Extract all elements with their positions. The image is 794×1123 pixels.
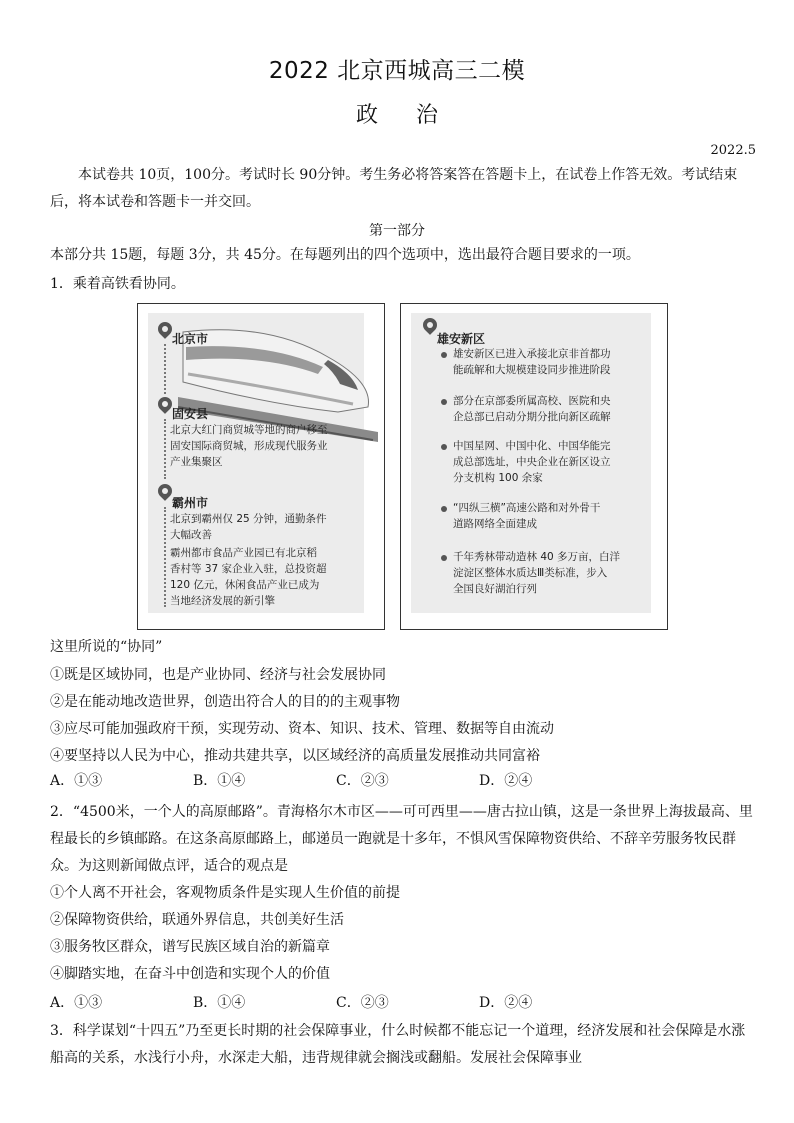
q2-options — [50, 992, 760, 1012]
bazhou-text-5: 120 亿元，休闲食品产业已成为 — [170, 579, 320, 591]
xiongan-item-1-line-2: 能疏解和大规模建设同步推进阶段 — [453, 364, 611, 376]
q1-option-b[interactable]: B．①④ — [193, 773, 246, 789]
city-beijing: 北京市 — [172, 332, 209, 346]
route-dotted-line — [164, 419, 166, 479]
bullet-icon — [441, 444, 447, 450]
xiongan-item-2-line-2: 企总部已启动分期分批向新区疏解 — [453, 411, 611, 423]
city-bazhou: 霸州市 — [172, 496, 209, 510]
guan-text-2: 固安国际商贸城，形成现代服务业 — [170, 440, 328, 452]
q1-statement-3: ③应尽可能加强政府干预，实现劳动、资本、知识、技术、管理、数据等自由流动 — [50, 721, 554, 737]
q2-statement-4: ④脚踏实地，在奋斗中创造和实现个人的价值 — [50, 966, 330, 982]
guan-text-3: 产业集聚区 — [170, 456, 223, 468]
q2-option-b[interactable]: B．①④ — [193, 995, 246, 1011]
q2-statement-3: ③服务牧区群众，谱写民族区域自治的新篇章 — [50, 939, 330, 955]
bazhou-text-3: 霸州都市食品产业园已有北京稻 — [170, 547, 317, 559]
bazhou-text-4: 香村等 37 家企业入驻，总投资超 — [170, 563, 327, 575]
xiongan-item-5-line-1: 千年秀林带动造林 40 多万亩，白洋 — [453, 551, 621, 563]
xiongan-item-4-line-1: “四纵三横”高速公路和对外骨干 — [453, 502, 601, 514]
xiongan-item-4-line-2: 道路网络全面建成 — [453, 518, 537, 530]
q2-statement-2: ②保障物资供给，联通外界信息，共创美好生活 — [50, 912, 344, 928]
q1-option-a[interactable]: A．①③ — [50, 773, 103, 789]
subject-title: 政治 — [355, 103, 476, 128]
bullet-icon — [441, 352, 447, 358]
q1-statement-1: ①既是区域协同，也是产业协同、经济与社会发展协同 — [50, 667, 386, 683]
part-heading: 第一部分 — [369, 223, 425, 239]
q2-stem-line-3: 众。为这则新闻做点评，适合的观点是 — [50, 858, 288, 874]
q1-option-c[interactable]: C．②③ — [336, 773, 389, 789]
q1-lead: 这里所说的“协同” — [50, 639, 163, 655]
exam-date: 2022.5 — [710, 143, 756, 158]
q1-statement-2: ②是在能动地改造世界，创造出符合人的目的的主观事物 — [50, 694, 400, 710]
bullet-icon — [441, 399, 447, 405]
q2-stem-line-2: 程最长的乡镇邮路。在这条高原邮路上，邮递员一跑就是十多年，不惧风雪保障物资供给、不辞辛劳服务牧民群 — [50, 831, 736, 847]
bullet-icon — [441, 555, 447, 561]
xiongan-item-5-line-3: 全国良好湖泊行列 — [453, 583, 537, 595]
exam-title: 2022 北京西城高三二模 — [268, 58, 526, 84]
route-dotted-line — [164, 507, 166, 607]
xiongan-item-3-line-1: 中国星网、中国中化、中国华能完 — [453, 440, 611, 452]
intro-line-2: 后，将本试卷和答题卡一并交回。 — [50, 194, 260, 210]
intro-line-1: 本试卷共 10页，100分。考试时长 90分钟。考生务必将答案答在答题卡上，在试卷上作答无效。考试结束 — [78, 167, 738, 183]
q1-statement-4: ④要坚持以人民为中心，推动共建共享，以区域经济的高质量发展推动共同富裕 — [50, 748, 540, 764]
bazhou-text-6: 当地经济发展的新引擎 — [170, 595, 275, 607]
guan-text-1: 北京大红门商贸城等地的商户移至 — [170, 424, 328, 436]
q1-option-d[interactable]: D．②④ — [479, 773, 533, 789]
bazhou-text-1: 北京到霸州仅 25 分钟，通勤条件 — [170, 513, 327, 525]
q2-stem-line-1: 2．“4500米，一个人的高原邮路”。青海格尔木市区——可可西里——唐古拉山镇，这是一条世界上海拔最高、里 — [50, 804, 753, 820]
q3-stem-line-2: 船高的关系，水浅行小舟，水深走大船，违背规律就会搁浅或翻船。发展社会保障事业 — [50, 1050, 582, 1066]
city-guan: 固安县 — [172, 407, 209, 421]
q2-option-c[interactable]: C．②③ — [336, 995, 389, 1011]
bullet-icon — [441, 506, 447, 512]
q1-stem: 1．乘着高铁看协同。 — [50, 276, 185, 292]
xiongan-item-1-line-1: 雄安新区已进入承接北京非首都功 — [453, 348, 611, 360]
q2-statement-1: ①个人离不开社会，客观物质条件是实现人生价值的前提 — [50, 885, 400, 901]
q1-options — [50, 770, 760, 790]
xiongan-title: 雄安新区 — [437, 332, 486, 346]
xiongan-item-3-line-3: 分支机构 100 余家 — [453, 472, 543, 484]
q2-option-a[interactable]: A．①③ — [50, 995, 103, 1011]
xiongan-item-3-line-2: 成总部选址，中央企业在新区设立 — [453, 456, 611, 468]
q3-stem-line-1: 3．科学谋划“十四五”乃至更长时期的社会保障事业，什么时候都不能忘记一个道理，经济发展和社会保障是水涨 — [50, 1023, 746, 1039]
figure-left-panel — [137, 303, 385, 630]
xiongan-item-2-line-1: 部分在京部委所属高校、医院和央 — [453, 395, 611, 407]
bazhou-text-2: 大幅改善 — [170, 529, 212, 541]
xiongan-item-5-line-2: 淀淀区整体水质达Ⅲ类标准，步入 — [453, 567, 608, 579]
part-instructions: 本部分共 15题，每题 3分，共 45分。在每题列出的四个选项中，选出最符合题目要求的一项。 — [50, 247, 640, 263]
figure-right-panel — [400, 303, 668, 630]
route-dotted-line — [164, 344, 166, 394]
q2-option-d[interactable]: D．②④ — [479, 995, 533, 1011]
